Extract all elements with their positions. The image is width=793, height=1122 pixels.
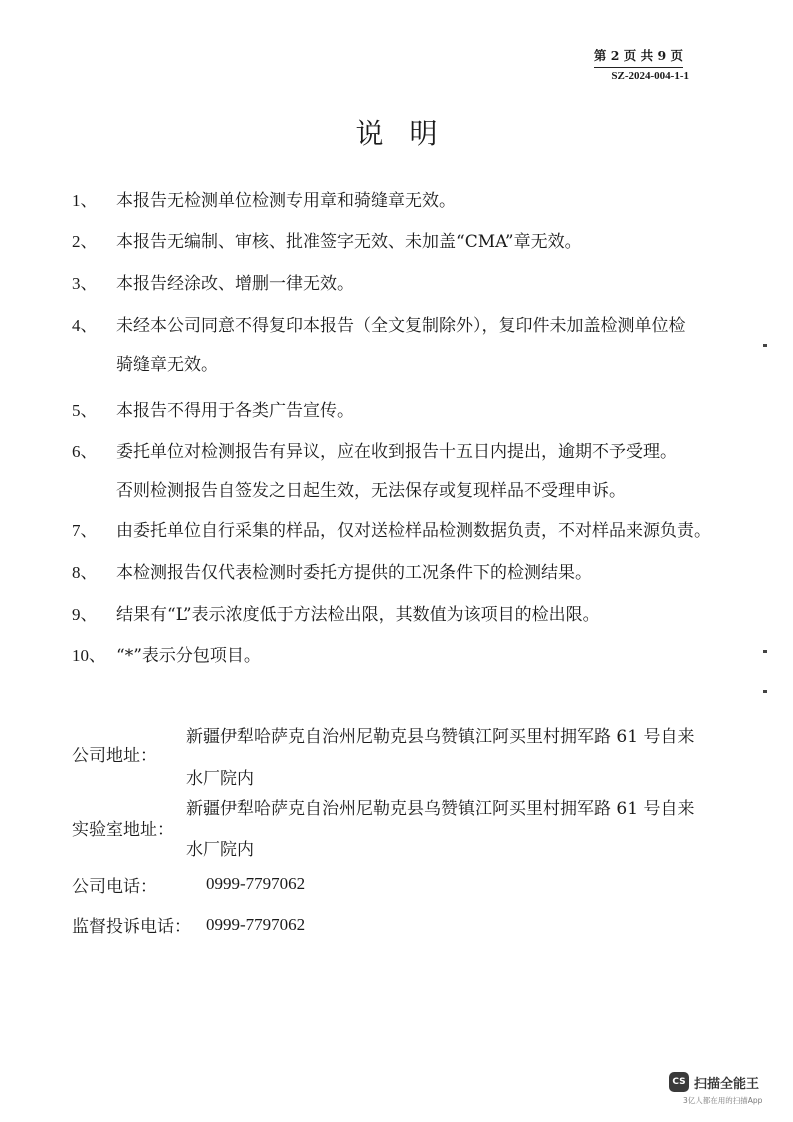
- camscanner-logo-icon: CS: [669, 1072, 689, 1092]
- watermark-app-name: 扫描全能王: [694, 1077, 760, 1092]
- note-number: 1、: [72, 191, 98, 210]
- page-title: 说明: [355, 117, 464, 150]
- note-number: 9、: [72, 605, 98, 624]
- company-address-label: 公司地址：: [72, 746, 157, 766]
- watermark-slogan: 3亿人都在用的扫描App: [683, 1096, 763, 1105]
- note-text: 本报告无检测单位检测专用章和骑缝章无效。: [116, 191, 456, 211]
- scan-mark: [763, 690, 767, 693]
- complaint-phone-label: 监督投诉电话：: [72, 917, 191, 937]
- note-text: 本报告经涂改、增删一律无效。: [116, 274, 354, 294]
- note-number: 3、: [72, 274, 98, 293]
- company-address-line: 水厂院内: [186, 769, 254, 789]
- note-text: 本报告不得用于各类广告宣传。: [116, 401, 354, 421]
- note-number: 10、: [72, 646, 106, 665]
- lab-address-line: 新疆伊犁哈萨克自治州尼勒克县乌赞镇江阿买里村拥军路 61 号自来: [186, 799, 695, 819]
- note-text: 本检测报告仅代表检测时委托方提供的工况条件下的检测结果。: [116, 563, 592, 583]
- note-number: 5、: [72, 401, 98, 420]
- company-address-line: 新疆伊犁哈萨克自治州尼勒克县乌赞镇江阿买里村拥军路 61 号自来: [186, 727, 695, 747]
- document-code: SZ-2024-004-1-1: [611, 70, 689, 82]
- lab-address-line: 水厂院内: [186, 840, 254, 860]
- note-number: 7、: [72, 521, 98, 540]
- note-text: 委托单位对检测报告有异议，应在收到报告十五日内提出，逾期不予受理。: [116, 442, 677, 462]
- note-text-continued: 否则检测报告自签发之日起生效，无法保存或复现样品不受理申诉。: [116, 481, 626, 501]
- note-number: 6、: [72, 442, 98, 461]
- scan-mark: [763, 344, 767, 347]
- note-text: 由委托单位自行采集的样品，仅对送检样品检测数据负责，不对样品来源负责。: [116, 521, 711, 541]
- note-number: 2、: [72, 232, 98, 251]
- note-number: 4、: [72, 316, 98, 335]
- complaint-phone: 0999-7797062: [206, 915, 306, 934]
- lab-address-label: 实验室地址：: [72, 820, 174, 840]
- note-text: 未经本公司同意不得复印本报告（全文复制除外），复印件未加盖检测单位检: [116, 316, 686, 336]
- note-number: 8、: [72, 563, 98, 582]
- note-text: 结果有“L”表示浓度低于方法检出限，其数值为该项目的检出限。: [116, 605, 600, 625]
- scanner-watermark: [669, 1072, 779, 1108]
- page-number: 第 2 页 共 9 页: [594, 46, 683, 68]
- note-text: 本报告无编制、审核、批准签字无效、未加盖“CMA”章无效。: [116, 232, 582, 252]
- note-text: “*”表示分包项目。: [116, 646, 261, 666]
- scan-mark: [763, 650, 767, 653]
- company-phone: 0999-7797062: [206, 874, 306, 893]
- company-phone-label: 公司电话：: [72, 877, 157, 897]
- note-text-continued: 骑缝章无效。: [116, 355, 218, 375]
